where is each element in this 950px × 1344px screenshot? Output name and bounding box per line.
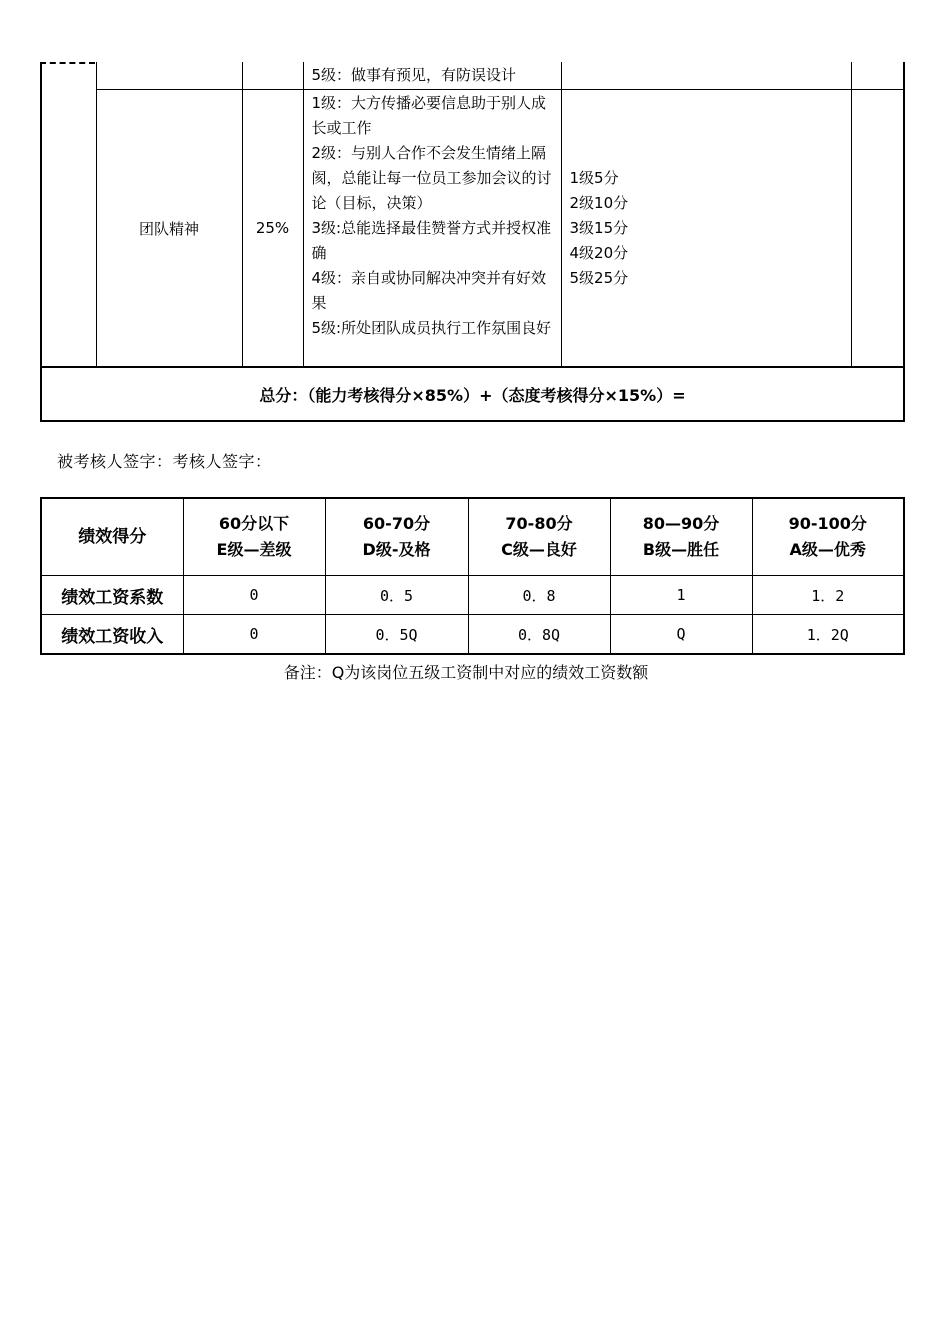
grade-range: 60分以下	[218, 514, 290, 533]
grade-label: D级-及格	[362, 540, 431, 559]
grade-header	[610, 498, 752, 576]
level-description-list	[303, 90, 561, 368]
income-cell: 1．2Q	[752, 615, 904, 655]
weight-cell	[242, 62, 303, 90]
grade-label: C级—良好	[501, 540, 577, 559]
income-cell: 0．8Q	[468, 615, 610, 655]
score-cell	[561, 62, 851, 90]
row-label-score: 绩效得分	[41, 498, 183, 576]
score-item: 1级5分	[569, 168, 619, 187]
level-description: 4级：亲自或协同解决冲突并有好效果	[311, 269, 547, 312]
grade-header	[752, 498, 904, 576]
total-formula: 总分：（能力考核得分×85%）+（态度考核得分×15%）=	[41, 367, 904, 421]
score-item: 4级20分	[569, 243, 629, 262]
table-row	[41, 615, 904, 655]
footnote: 备注：Q为该岗位五级工资制中对应的绩效工资数额	[283, 663, 649, 682]
performance-grade-table	[40, 497, 905, 655]
score-item: 3级15分	[569, 218, 629, 237]
table-row	[41, 90, 904, 368]
appraisal-table	[40, 62, 905, 422]
level-description: 1级：大方传播必要信息助于别人成长或工作	[311, 94, 547, 137]
coefficient-cell: 1．2	[752, 576, 904, 615]
remark-cell	[851, 90, 904, 368]
income-cell: Q	[610, 615, 752, 655]
score-item: 5级25分	[569, 268, 629, 287]
level-description: 2级：与别人合作不会发生情绪上隔阂，总能让每一位员工参加会议的讨论（目标，决策）	[311, 144, 552, 212]
table-row	[41, 62, 904, 90]
level-description: 3级:总能选择最佳赞誉方式并授权准确	[311, 219, 552, 262]
score-item: 2级10分	[569, 193, 629, 212]
total-row	[41, 367, 904, 421]
coefficient-cell: 0．5	[325, 576, 468, 615]
row-label-income: 绩效工资收入	[41, 615, 183, 655]
grade-range: 70-80分	[505, 514, 573, 533]
item-cell	[96, 62, 242, 90]
income-cell: 0．5Q	[325, 615, 468, 655]
coefficient-cell: 1	[610, 576, 752, 615]
grade-range: 80—90分	[642, 514, 720, 533]
remark-cell	[851, 62, 904, 90]
grade-header	[183, 498, 325, 576]
table-row	[41, 498, 904, 576]
grade-header	[468, 498, 610, 576]
level-description: 5级:所处团队成员执行工作氛围良好	[311, 319, 552, 337]
grade-header	[325, 498, 468, 576]
category-cell	[41, 62, 96, 367]
grade-label: B级—胜任	[642, 540, 720, 559]
signature-line: 被考核人签字：考核人签字：	[57, 452, 272, 471]
grade-range: 90-100分	[788, 514, 867, 533]
score-list	[561, 90, 851, 368]
coefficient-cell: 0	[183, 576, 325, 615]
coefficient-cell: 0．8	[468, 576, 610, 615]
grade-label: E级—差级	[216, 540, 292, 559]
item-name: 团队精神	[96, 90, 242, 368]
income-cell: 0	[183, 615, 325, 655]
item-weight: 25%	[242, 90, 303, 368]
row-label-coefficient: 绩效工资系数	[41, 576, 183, 615]
table-row	[41, 576, 904, 615]
level-description: 5级：做事有预见，有防误设计	[303, 62, 561, 90]
grade-range: 60-70分	[362, 514, 431, 533]
grade-label: A级—优秀	[789, 540, 866, 559]
